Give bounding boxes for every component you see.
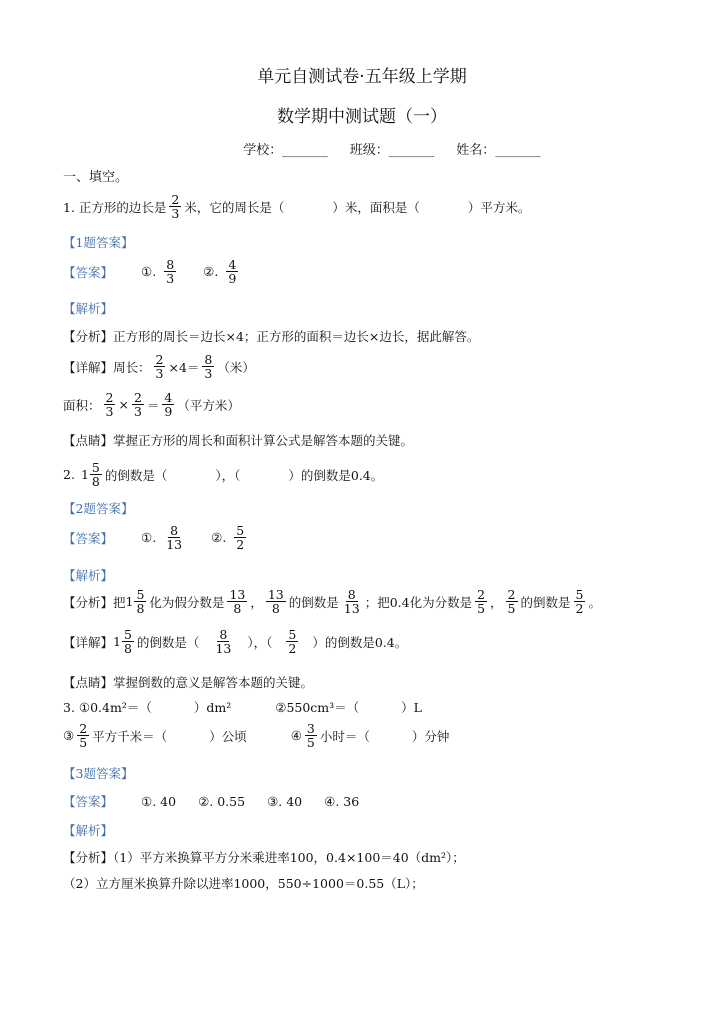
analysis-3-line-1: 【分析】（1）平方米换算平方分米乘进率100，0.4×100＝40（dm²）； <box>63 850 465 865</box>
keypoint-2: 【点睛】掌握倒数的意义是解答本题的关键。 <box>63 675 314 690</box>
title-line-1 <box>0 62 724 87</box>
question-3-row-2: ③ $\frac{2}{5}$ 平方千米＝（ ）公顷 ④ $\frac{3}{5}$ 小时＝（ ）分钟 <box>63 721 450 751</box>
class-field: 班级：_______ <box>349 143 435 158</box>
answer-2: 【答案】 ①. $\frac{8}{13}$ ②. $\frac{5}{2}$ <box>63 523 245 553</box>
exam-title: 单元自测试卷·五年级上学期 <box>257 67 467 87</box>
analysis-3-line-2: （2）立方厘米换算升除以进率1000，550÷1000＝0.55（L）； <box>63 876 424 891</box>
section-heading: 一、填空。 <box>63 170 129 185</box>
area-1: 面积： $\frac{2}{3}$ × $\frac{2}{3}$ ＝ $\frac{4}{9}$ （平方米） <box>63 390 240 420</box>
analysis-2: 【分析】把 1 $\frac{5}{8}$ 化为假分数是 $\frac{13}{8}$ ， $\frac{13}{8}$ 的倒数是 $\frac{8}{13}$ ；把0.4化为分数是 $\frac{2}{5}$ ， $\frac{2}{5}$ 的倒数是 $\frac{5}{2}$ 。 <box>63 587 601 617</box>
analysis-1: 【分析】正方形的周长＝边长×4；正方形的面积＝边长×边长，据此解答。 <box>63 329 480 344</box>
analysis-tag-3: 【解析】 <box>63 823 114 838</box>
question-1: 1. 正方形的边长是 $\frac{2}{3}$ 米，它的周长是（ ）米，面积是（ ）平方米。 <box>63 192 531 222</box>
answer-1: 【答案】 ①. $\frac{8}{3}$ ②. $\frac{4}{9}$ <box>63 257 237 287</box>
detail-2: 【详解】 1 $\frac{5}{8}$ 的倒数是（ $\frac{8}{13}$ ），（ $\frac{5}{2}$ ）的倒数是0.4。 <box>63 627 408 657</box>
info-line <box>0 139 724 158</box>
detail-1: 【详解】周长： $\frac{2}{3}$ ×4＝ $\frac{8}{3}$ （米） <box>63 352 255 382</box>
answer-3: 【答案】 ①. 40 ②. 0.55 ③. 40 ④. 36 <box>63 793 360 809</box>
fraction: $\frac{2}{3}$ <box>171 192 180 222</box>
answer-tag-3: 【3题答案】 <box>63 766 134 781</box>
analysis-tag-1: 【解析】 <box>63 301 114 316</box>
school-field: 学校：_______ <box>243 143 328 158</box>
name-field: 姓名：_______ <box>456 143 541 158</box>
question-3-row-1: 3. ①0.4m²＝（ ）dm² ②550cm³＝（ ）L <box>63 700 422 715</box>
exam-subtitle: 数学期中测试题（一） <box>277 107 447 127</box>
title-line-2 <box>0 102 724 127</box>
answer-tag-2: 【2题答案】 <box>63 501 134 516</box>
analysis-tag-2: 【解析】 <box>63 568 114 583</box>
question-2: 2. 1 $\frac{5}{8}$ 的倒数是（ ），（ ）的倒数是0.4。 <box>63 460 384 490</box>
answer-tag-1: 【1题答案】 <box>63 235 134 250</box>
keypoint-1: 【点睛】掌握正方形的周长和面积计算公式是解答本题的关键。 <box>63 433 414 448</box>
